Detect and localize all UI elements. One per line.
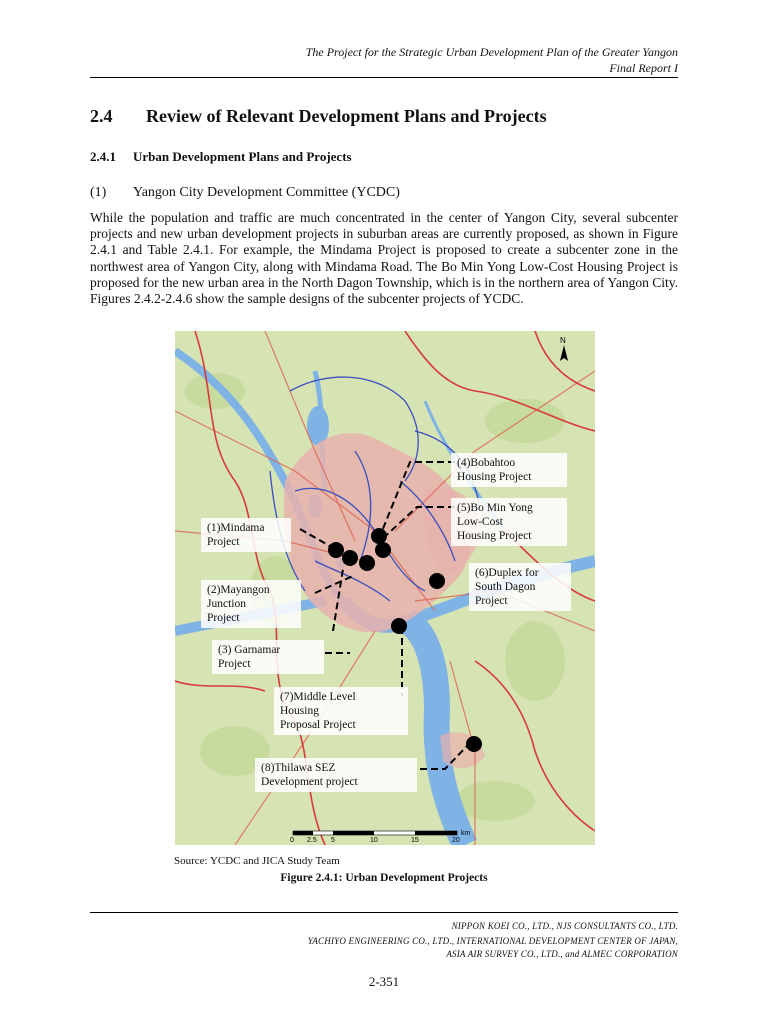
marker-duplex [429, 573, 445, 589]
label-middle-level-housing: (7)Middle Level Housing Proposal Project [274, 687, 408, 735]
marker-thilawa [466, 736, 482, 752]
marker-middle-level [391, 618, 407, 634]
header-rule [90, 77, 678, 78]
footer-rule [90, 912, 678, 913]
scale-tick: 5 [331, 837, 335, 844]
label-bo-min-yong: (5)Bo Min Yong Low-Cost Housing Project [451, 498, 567, 546]
section-number: 2.4 [90, 106, 113, 126]
scale-tick: 2.5 [307, 837, 317, 844]
report-header-title: The Project for the Strategic Urban Development Plan of the Greater Yangon [305, 45, 678, 59]
label-mindama: (1)Mindama Project [201, 518, 291, 552]
item-title: Yangon City Development Committee (YCDC) [133, 185, 400, 200]
item-number: (1) [90, 185, 107, 200]
footer-line-2: YACHIYO ENGINEERING CO., LTD., INTERNATIONAL DEVELOPMENT CENTER OF JAPAN, [307, 936, 678, 946]
marker-bominyong [375, 542, 391, 558]
figure-caption: Figure 2.4.1: Urban Development Projects [280, 872, 488, 884]
body-paragraph: While the population and traffic are much concentrated in the center of Yangon City, several subcenter projects and new urban development projects in suburban areas are currently proposed, as shown in Figure 2.4.1 and Table 2.4.1. For example, the Mindama Project is proposed to create a subcenter zone in the northwest area of Yangon City, along with Mindama Road. The Bo Min Yong Low-Cost Housing Project is proposed for the new urban area in the North Dagon Township, which is in the northern area of Yangon City. Figures 2.4.2-2.4.6 show the sample designs of the subcenter projects of YCDC. [90, 210, 678, 307]
marker-bobahtoo [371, 528, 387, 544]
label-garnamar: (3) Garnamar Project [212, 640, 324, 674]
subsection-title: Urban Development Plans and Projects [133, 149, 352, 164]
footer-line-3: ASIA AIR SURVEY CO., LTD., and ALMEC CORPORATION [446, 949, 678, 959]
marker-mindama [328, 542, 344, 558]
subsection-number: 2.4.1 [90, 149, 116, 164]
label-bobahtoo: (4)Bobahtoo Housing Project [451, 453, 567, 487]
footer-line-1: NIPPON KOEI CO., LTD., NJS CONSULTANTS CO., LTD. [451, 921, 678, 931]
scale-tick: 10 [370, 837, 378, 844]
scale-tick: 20 [452, 837, 460, 844]
label-mayangon-junction: (2)Mayangon Junction Project [201, 580, 301, 628]
section-title: Review of Relevant Development Plans and Projects [146, 106, 547, 126]
label-duplex-south-dagon: (6)Duplex for South Dagon Project [469, 563, 571, 611]
map-figure [175, 331, 595, 845]
report-header-subtitle: Final Report I [609, 61, 678, 75]
scale-tick: 0 [290, 837, 294, 844]
label-thilawa-sez: (8)Thilawa SEZ Development project [255, 758, 417, 792]
page-number: 2-351 [368, 974, 400, 989]
north-label: N [560, 336, 566, 345]
marker-garnamar [359, 555, 375, 571]
figure-source: Source: YCDC and JICA Study Team [174, 855, 340, 867]
scale-tick: 15 [411, 837, 419, 844]
scale-unit: km [461, 830, 471, 837]
marker-mayangon [342, 550, 358, 566]
